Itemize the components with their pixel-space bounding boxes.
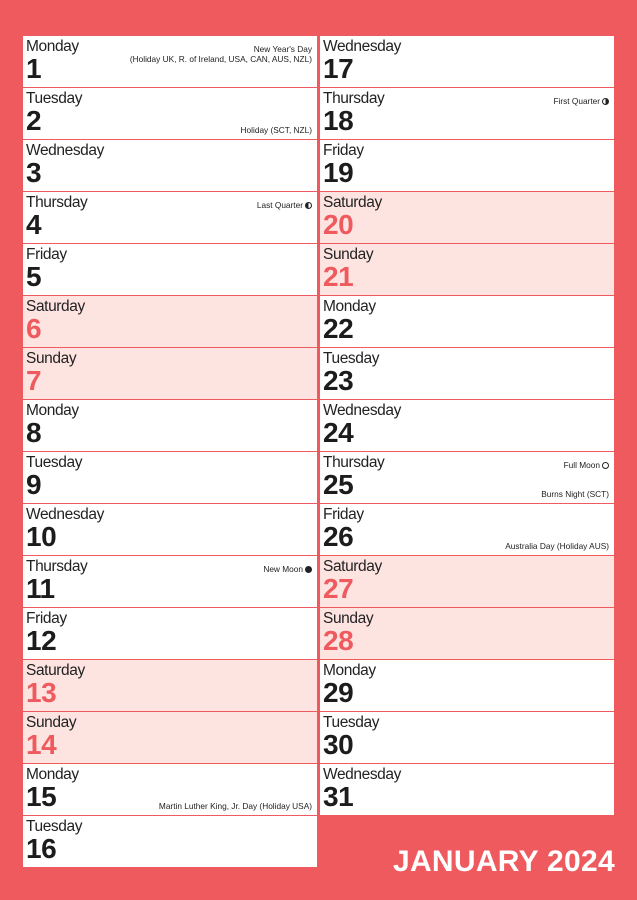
day-number: 23 [323, 365, 354, 396]
day-note-text: New Moon [263, 564, 303, 574]
day-number: 31 [323, 781, 354, 812]
day-note-text: Last Quarter [256, 200, 303, 210]
day-cell[interactable] [23, 816, 317, 868]
day-number: 30 [323, 729, 354, 760]
day-note [263, 564, 312, 574]
day-of-week-label: Sunday [26, 350, 77, 367]
day-of-week-label: Thursday [323, 90, 385, 107]
day-note [257, 200, 312, 210]
day-note [564, 460, 609, 470]
new-moon-icon [305, 566, 312, 573]
day-cell[interactable] [23, 712, 317, 764]
day-of-week-label: Wednesday [26, 142, 104, 159]
day-cell[interactable] [320, 660, 614, 712]
day-cell[interactable] [23, 400, 317, 452]
day-cell[interactable] [320, 504, 614, 556]
day-note-text: New Year's Day (Holiday UK, R. of Ireland, USA, CAN, AUS, NZL) [129, 44, 312, 65]
day-cell[interactable] [23, 192, 317, 244]
day-number: 27 [323, 573, 354, 604]
month-title: JANUARY 2024 [392, 845, 615, 878]
day-number: 24 [323, 417, 354, 448]
day-number: 12 [26, 625, 57, 656]
day-number: 18 [323, 105, 354, 136]
day-number: 20 [323, 209, 354, 240]
day-number: 1 [26, 53, 42, 84]
day-number: 2 [26, 105, 42, 136]
last-moon-icon [305, 202, 312, 209]
day-of-week-label: Wednesday [323, 402, 401, 419]
day-of-week-label: Thursday [323, 454, 385, 471]
day-number: 14 [26, 729, 57, 760]
left-day-column [23, 36, 317, 868]
day-of-week-label: Wednesday [26, 506, 104, 523]
day-cell[interactable] [320, 712, 614, 764]
day-cell[interactable] [320, 452, 614, 504]
day-of-week-label: Saturday [26, 662, 85, 679]
right-day-column [320, 36, 614, 816]
day-number: 15 [26, 781, 57, 812]
day-note-text: Full Moon [563, 460, 600, 470]
day-cell[interactable] [320, 192, 614, 244]
day-of-week-label: Monday [26, 766, 79, 783]
day-number: 13 [26, 677, 57, 708]
day-note-text: First Quarter [553, 96, 600, 106]
day-holiday-note: Australia Day (Holiday AUS) [505, 540, 609, 551]
day-of-week-label: Monday [26, 38, 79, 55]
day-number: 10 [26, 521, 57, 552]
day-of-week-label: Saturday [26, 298, 85, 315]
day-cell[interactable] [320, 608, 614, 660]
day-of-week-label: Sunday [323, 610, 374, 627]
day-number: 11 [26, 573, 55, 604]
day-holiday-note: Holiday (SCT, NZL) [240, 124, 312, 135]
day-cell[interactable] [23, 660, 317, 712]
day-cell[interactable] [320, 244, 614, 296]
day-number: 3 [26, 157, 42, 188]
day-cell[interactable] [23, 140, 317, 192]
day-number: 5 [26, 261, 42, 292]
day-cell[interactable] [23, 504, 317, 556]
first-moon-icon [602, 98, 609, 105]
day-note [130, 44, 312, 65]
day-cell[interactable] [23, 36, 317, 88]
day-number: 19 [323, 157, 354, 188]
day-cell[interactable] [320, 556, 614, 608]
day-of-week-label: Tuesday [323, 350, 380, 367]
day-of-week-label: Thursday [26, 194, 88, 211]
day-of-week-label: Wednesday [323, 766, 401, 783]
day-number: 17 [323, 53, 354, 84]
day-cell[interactable] [320, 400, 614, 452]
day-of-week-label: Tuesday [26, 90, 83, 107]
day-number: 28 [323, 625, 354, 656]
day-cell[interactable] [320, 36, 614, 88]
day-of-week-label: Tuesday [323, 714, 380, 731]
day-number: 8 [26, 417, 42, 448]
day-cell[interactable] [320, 296, 614, 348]
day-of-week-label: Tuesday [26, 818, 83, 835]
day-cell[interactable] [320, 764, 614, 816]
day-of-week-label: Wednesday [323, 38, 401, 55]
day-of-week-label: Saturday [323, 558, 382, 575]
day-number: 6 [26, 313, 42, 344]
day-cell[interactable] [23, 296, 317, 348]
day-number: 21 [323, 261, 354, 292]
day-of-week-label: Monday [26, 402, 79, 419]
day-of-week-label: Friday [26, 610, 67, 627]
day-number: 25 [323, 469, 354, 500]
day-of-week-label: Friday [26, 246, 67, 263]
day-number: 26 [323, 521, 354, 552]
day-of-week-label: Monday [323, 298, 376, 315]
day-cell[interactable] [23, 556, 317, 608]
day-of-week-label: Tuesday [26, 454, 83, 471]
day-of-week-label: Sunday [323, 246, 374, 263]
day-cell[interactable] [320, 140, 614, 192]
day-number: 7 [26, 365, 42, 396]
day-of-week-label: Thursday [26, 558, 88, 575]
day-holiday-note: Burns Night (SCT) [541, 488, 609, 499]
day-of-week-label: Friday [323, 506, 364, 523]
day-cell[interactable] [23, 608, 317, 660]
day-cell[interactable] [23, 348, 317, 400]
day-of-week-label: Monday [323, 662, 376, 679]
day-holiday-note: Martin Luther King, Jr. Day (Holiday USA) [158, 800, 312, 811]
day-number: 29 [323, 677, 354, 708]
day-cell[interactable] [23, 244, 317, 296]
day-of-week-label: Saturday [323, 194, 382, 211]
day-cell[interactable] [23, 88, 317, 140]
day-number: 4 [26, 209, 42, 240]
day-number: 22 [323, 313, 354, 344]
day-cell[interactable] [23, 452, 317, 504]
full-moon-icon [602, 462, 609, 469]
day-of-week-label: Sunday [26, 714, 77, 731]
day-cell[interactable] [320, 88, 614, 140]
day-cell[interactable] [320, 348, 614, 400]
day-note [553, 96, 609, 106]
day-number: 9 [26, 469, 42, 500]
day-number: 16 [26, 833, 57, 864]
day-of-week-label: Friday [323, 142, 364, 159]
day-cell[interactable] [23, 764, 317, 816]
